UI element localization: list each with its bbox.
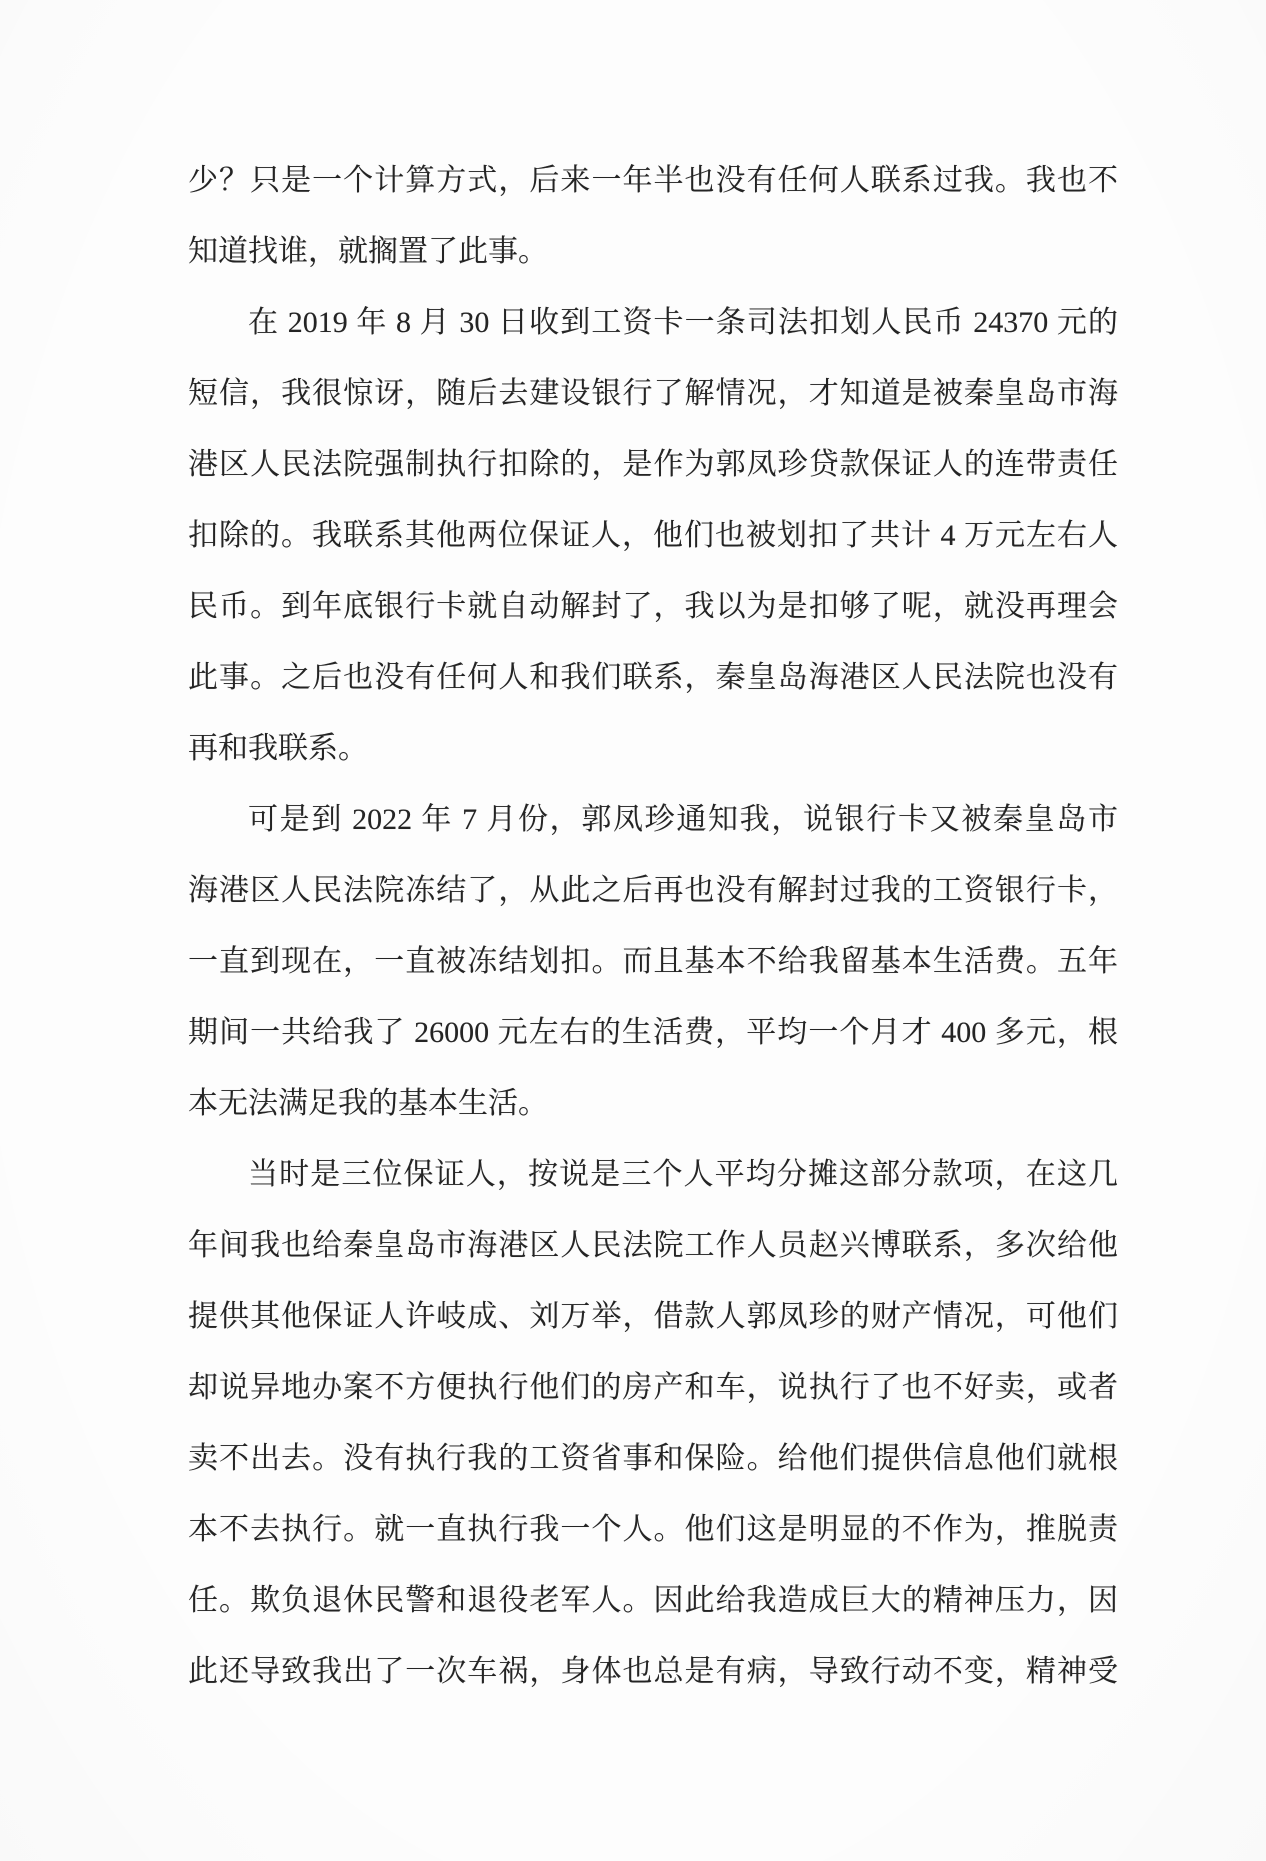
- text-line: 少？只是一个计算方式，后来一年半也没有任何人联系过我。我也不: [188, 164, 1118, 197]
- text-line: 此还导致我出了一次车祸，身体也总是有病，导致行动不变，精神受: [188, 1655, 1118, 1688]
- text-line: 期间一共给我了 26000 元左右的生活费，平均一个月才 400 多元，根: [188, 1016, 1118, 1049]
- text-line: 在 2019 年 8 月 30 日收到工资卡一条司法扣划人民币 24370 元的: [248, 306, 1118, 339]
- document-text: [188, 145, 1118, 1707]
- text-line: 一直到现在，一直被冻结划扣。而且基本不给我留基本生活费。五年: [188, 945, 1118, 978]
- text-line: 知道找谁，就搁置了此事。: [188, 235, 548, 268]
- paragraph: [188, 1139, 1118, 1707]
- text-line: 扣除的。我联系其他两位保证人，他们也被划扣了共计 4 万元左右人: [188, 519, 1118, 552]
- text-line: 可是到 2022 年 7 月份，郭凤珍通知我，说银行卡又被秦皇岛市: [248, 803, 1118, 836]
- text-line: 本无法满足我的基本生活。: [188, 1087, 548, 1120]
- text-line: 任。欺负退休民警和退役老军人。因此给我造成巨大的精神压力，因: [188, 1584, 1118, 1617]
- text-line: 年间我也给秦皇岛市海港区人民法院工作人员赵兴博联系，多次给他: [188, 1229, 1118, 1262]
- text-line: 卖不出去。没有执行我的工资省事和保险。给他们提供信息他们就根: [188, 1442, 1118, 1475]
- paragraph: [188, 287, 1118, 784]
- text-line: 再和我联系。: [188, 732, 368, 765]
- text-line: 却说异地办案不方便执行他们的房产和车，说执行了也不好卖，或者: [188, 1371, 1118, 1404]
- text-line: 民币。到年底银行卡就自动解封了，我以为是扣够了呢，就没再理会: [188, 590, 1118, 623]
- paragraph: [188, 145, 1118, 287]
- text-line: 海港区人民法院冻结了，从此之后再也没有解封过我的工资银行卡，: [188, 874, 1118, 907]
- text-line: 当时是三位保证人，按说是三个人平均分摊这部分款项，在这几: [248, 1158, 1118, 1191]
- text-line: 短信，我很惊讶，随后去建设银行了解情况，才知道是被秦皇岛市海: [188, 377, 1118, 410]
- text-line: 此事。之后也没有任何人和我们联系，秦皇岛海港区人民法院也没有: [188, 661, 1118, 694]
- text-line: 本不去执行。就一直执行我一个人。他们这是明显的不作为，推脱责: [188, 1513, 1118, 1546]
- text-line: 港区人民法院强制执行扣除的，是作为郭凤珍贷款保证人的连带责任: [188, 448, 1118, 481]
- paragraph: [188, 784, 1118, 1139]
- text-line: 提供其他保证人许岐成、刘万举，借款人郭凤珍的财产情况，可他们: [188, 1300, 1118, 1333]
